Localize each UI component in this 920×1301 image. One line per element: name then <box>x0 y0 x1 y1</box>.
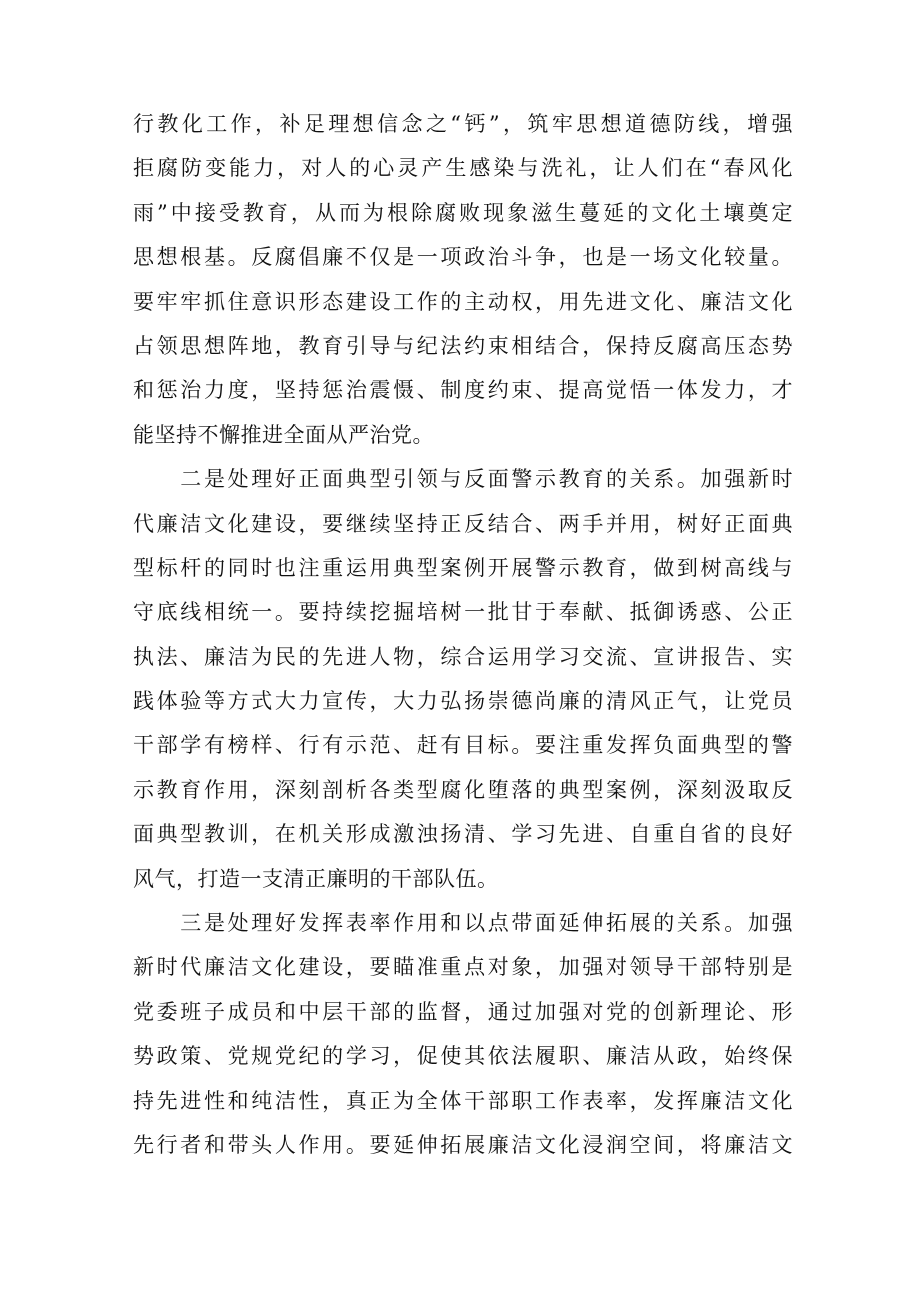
text-line: 要牢牢抓住意识形态建设工作的主动权，用先进文化、廉洁文化 <box>133 289 793 314</box>
text-line: 雨”中接受教育，从而为根除腐败现象滋生蔓延的文化土壤奠定 <box>133 200 793 225</box>
text-line: 风气，打造一支清正廉明的干部队伍。 <box>133 866 499 891</box>
text-line: 守底线相统一。要持续挖掘培树一批甘于奉献、抵御诱惑、公正 <box>133 600 793 625</box>
text-line: 型标杆的同时也注重运用典型案例开展警示教育，做到树高线与 <box>133 555 793 580</box>
text-line: 拒腐防变能力，对人的心灵产生感染与洗礼，让人们在“春风化 <box>133 156 793 181</box>
text-line: 三是处理好发挥表率作用和以点带面延伸拓展的关系。加强 <box>133 911 793 936</box>
text-line: 占领思想阵地，教育引导与纪法约束相结合，保持反腐高压态势 <box>133 333 793 358</box>
text-line: 干部学有榜样、行有示范、赶有目标。要注重发挥负面典型的警 <box>133 733 793 758</box>
text-line: 持先进性和纯洁性，真正为全体干部职工作表率，发挥廉洁文化 <box>133 1088 793 1113</box>
text-line: 能坚持不懈推进全面从严治党。 <box>133 422 434 447</box>
text-line: 党委班子成员和中层干部的监督，通过加强对党的创新理论、形 <box>133 999 793 1024</box>
text-line: 二是处理好正面典型引领与反面警示教育的关系。加强新时 <box>133 467 793 492</box>
text-line: 代廉洁文化建设，要继续坚持正反结合、两手并用，树好正面典 <box>133 511 793 536</box>
text-line: 执法、廉洁为民的先进人物，综合运用学习交流、宣讲报告、实 <box>133 644 793 669</box>
text-line: 势政策、党规党纪的学习，促使其依法履职、廉洁从政，始终保 <box>133 1044 793 1069</box>
text-line: 先行者和带头人作用。要延伸拓展廉洁文化浸润空间，将廉洁文 <box>133 1132 793 1157</box>
text-line: 思想根基。反腐倡廉不仅是一项政治斗争，也是一场文化较量。 <box>133 245 793 270</box>
text-line: 行教化工作，补足理想信念之“钙”，筑牢思想道德防线，增强 <box>133 112 793 136</box>
text-line: 新时代廉洁文化建设，要瞄准重点对象，加强对领导干部特别是 <box>133 955 793 980</box>
body-text <box>133 102 793 1167</box>
text-line: 示教育作用，深刻剖析各类型腐化堕落的典型案例，深刻汲取反 <box>133 777 793 802</box>
text-line: 和惩治力度，坚持惩治震慑、制度约束、提高觉悟一体发力，才 <box>133 378 793 403</box>
text-line: 践体验等方式大力宣传，大力弘扬崇德尚廉的清风正气，让党员 <box>133 689 793 714</box>
text-line: 面典型教训，在机关形成激浊扬清、学习先进、自重自省的良好 <box>133 822 793 847</box>
